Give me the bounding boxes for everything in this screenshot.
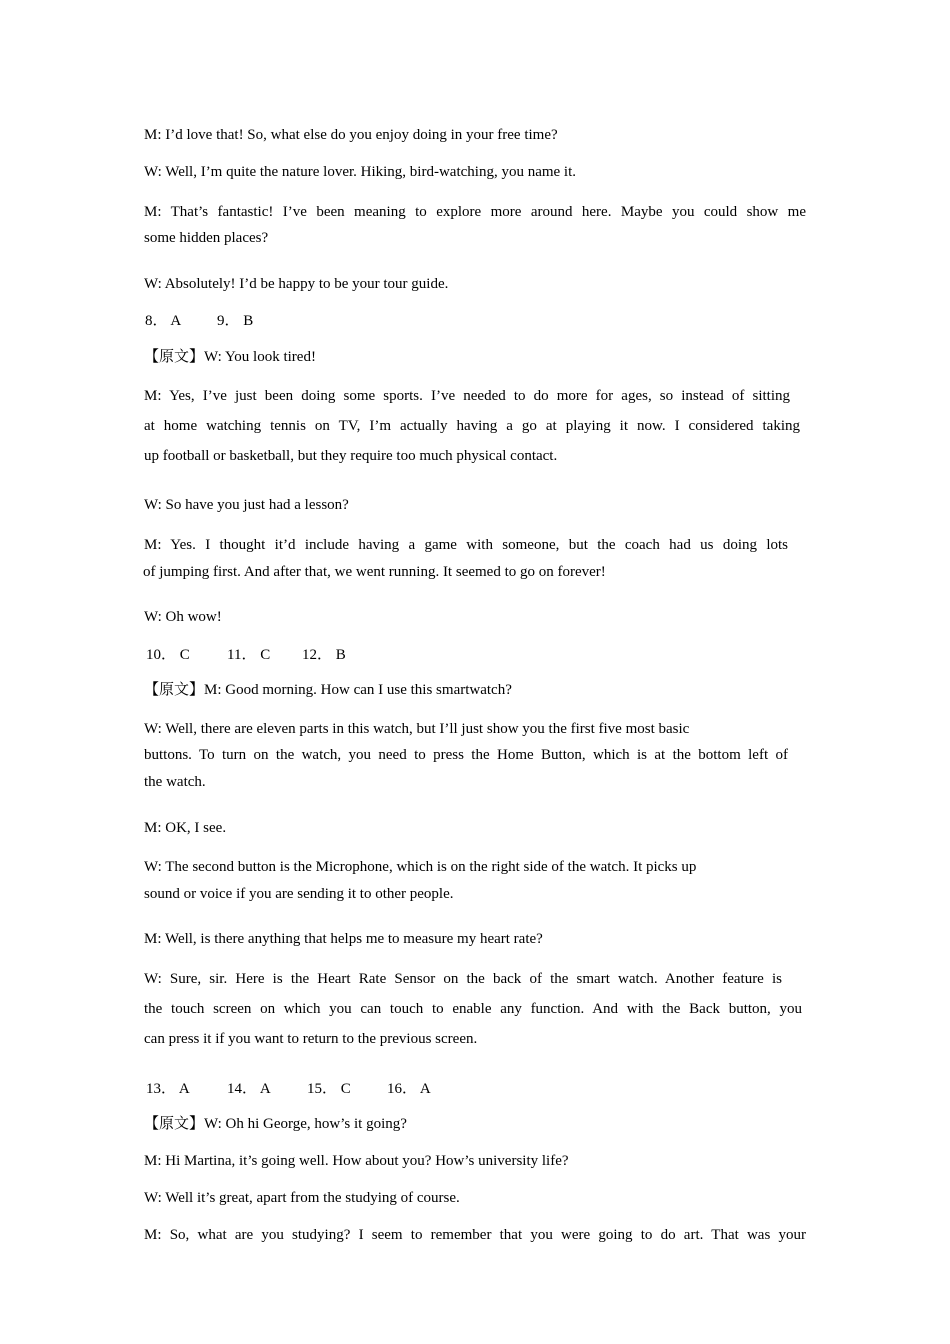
dialogue-line: W: Well, there are eleven parts in this watch, but I’ll just show you the first five most basic — [144, 721, 690, 737]
dialogue-line: of jumping first. And after that, we went running. It seemed to go on forever! — [143, 564, 606, 580]
dialogue-line: W: Sure, sir. Here is the Heart Rate Sensor on the back of the smart watch. Another feature is — [144, 971, 782, 987]
answer-16: 16． A — [387, 1081, 431, 1097]
transcript-heading: 【原文】W: Oh hi George, how’s it going? — [144, 1116, 407, 1132]
dialogue-line: M: That’s fantastic! I’ve been meaning to explore more around here. Maybe you could show me — [144, 204, 806, 220]
dialogue-line: W: Well, I’m quite the nature lover. Hiking, bird-watching, you name it. — [144, 164, 577, 180]
dialogue-line: can press it if you want to return to the previous screen. — [144, 1031, 478, 1047]
dialogue-line: M: So, what are you studying? I seem to remember that you were going to do art. That was your — [144, 1227, 806, 1243]
dialogue-line: M: Yes, I’ve just been doing some sports. I’ve needed to do more for ages, so instead of sitting — [144, 388, 790, 404]
dialogue-line: M: Hi Martina, it’s going well. How about you? How’s university life? — [144, 1153, 569, 1169]
answer-12: 12． B — [302, 647, 346, 663]
dialogue-line: the touch screen on which you can touch to enable any function. And with the Back button, you — [144, 1001, 802, 1017]
answer-14: 14． A — [227, 1081, 271, 1097]
dialogue-line: up football or basketball, but they require too much physical contact. — [144, 448, 558, 464]
transcript-heading: 【原文】W: You look tired! — [144, 349, 316, 365]
answer-11: 11． C — [227, 647, 271, 663]
answer-15: 15． C — [307, 1081, 351, 1097]
dialogue-line: W: So have you just had a lesson? — [144, 497, 349, 513]
dialogue-line: M: Well, is there anything that helps me to measure my heart rate? — [144, 931, 543, 947]
answer-9: 9． B — [217, 313, 254, 329]
dialogue-line: M: I’d love that! So, what else do you enjoy doing in your free time? — [144, 127, 558, 143]
dialogue-line: W: Absolutely! I’d be happy to be your tour guide. — [144, 276, 449, 292]
dialogue-line: the watch. — [144, 774, 206, 790]
dialogue-line: sound or voice if you are sending it to other people. — [144, 886, 454, 902]
dialogue-line: M: Yes. I thought it’d include having a game with someone, but the coach had us doing lots — [144, 537, 788, 553]
answer-13: 13． A — [146, 1081, 190, 1097]
dialogue-line: M: OK, I see. — [144, 820, 227, 836]
dialogue-line: W: Oh wow! — [144, 609, 222, 625]
transcript-heading: 【原文】M: Good morning. How can I use this smartwatch? — [144, 682, 512, 698]
dialogue-line: at home watching tennis on TV, I’m actually having a go at playing it now. I considered taking — [144, 418, 800, 434]
dialogue-line: buttons. To turn on the watch, you need to press the Home Button, which is at the bottom left of — [144, 747, 788, 763]
dialogue-line: some hidden places? — [144, 230, 269, 246]
dialogue-line: W: The second button is the Microphone, which is on the right side of the watch. It picks up — [144, 859, 697, 875]
answer-8: 8． A — [145, 313, 182, 329]
dialogue-line: W: Well it’s great, apart from the studying of course. — [144, 1190, 460, 1206]
answer-10: 10． C — [146, 647, 190, 663]
